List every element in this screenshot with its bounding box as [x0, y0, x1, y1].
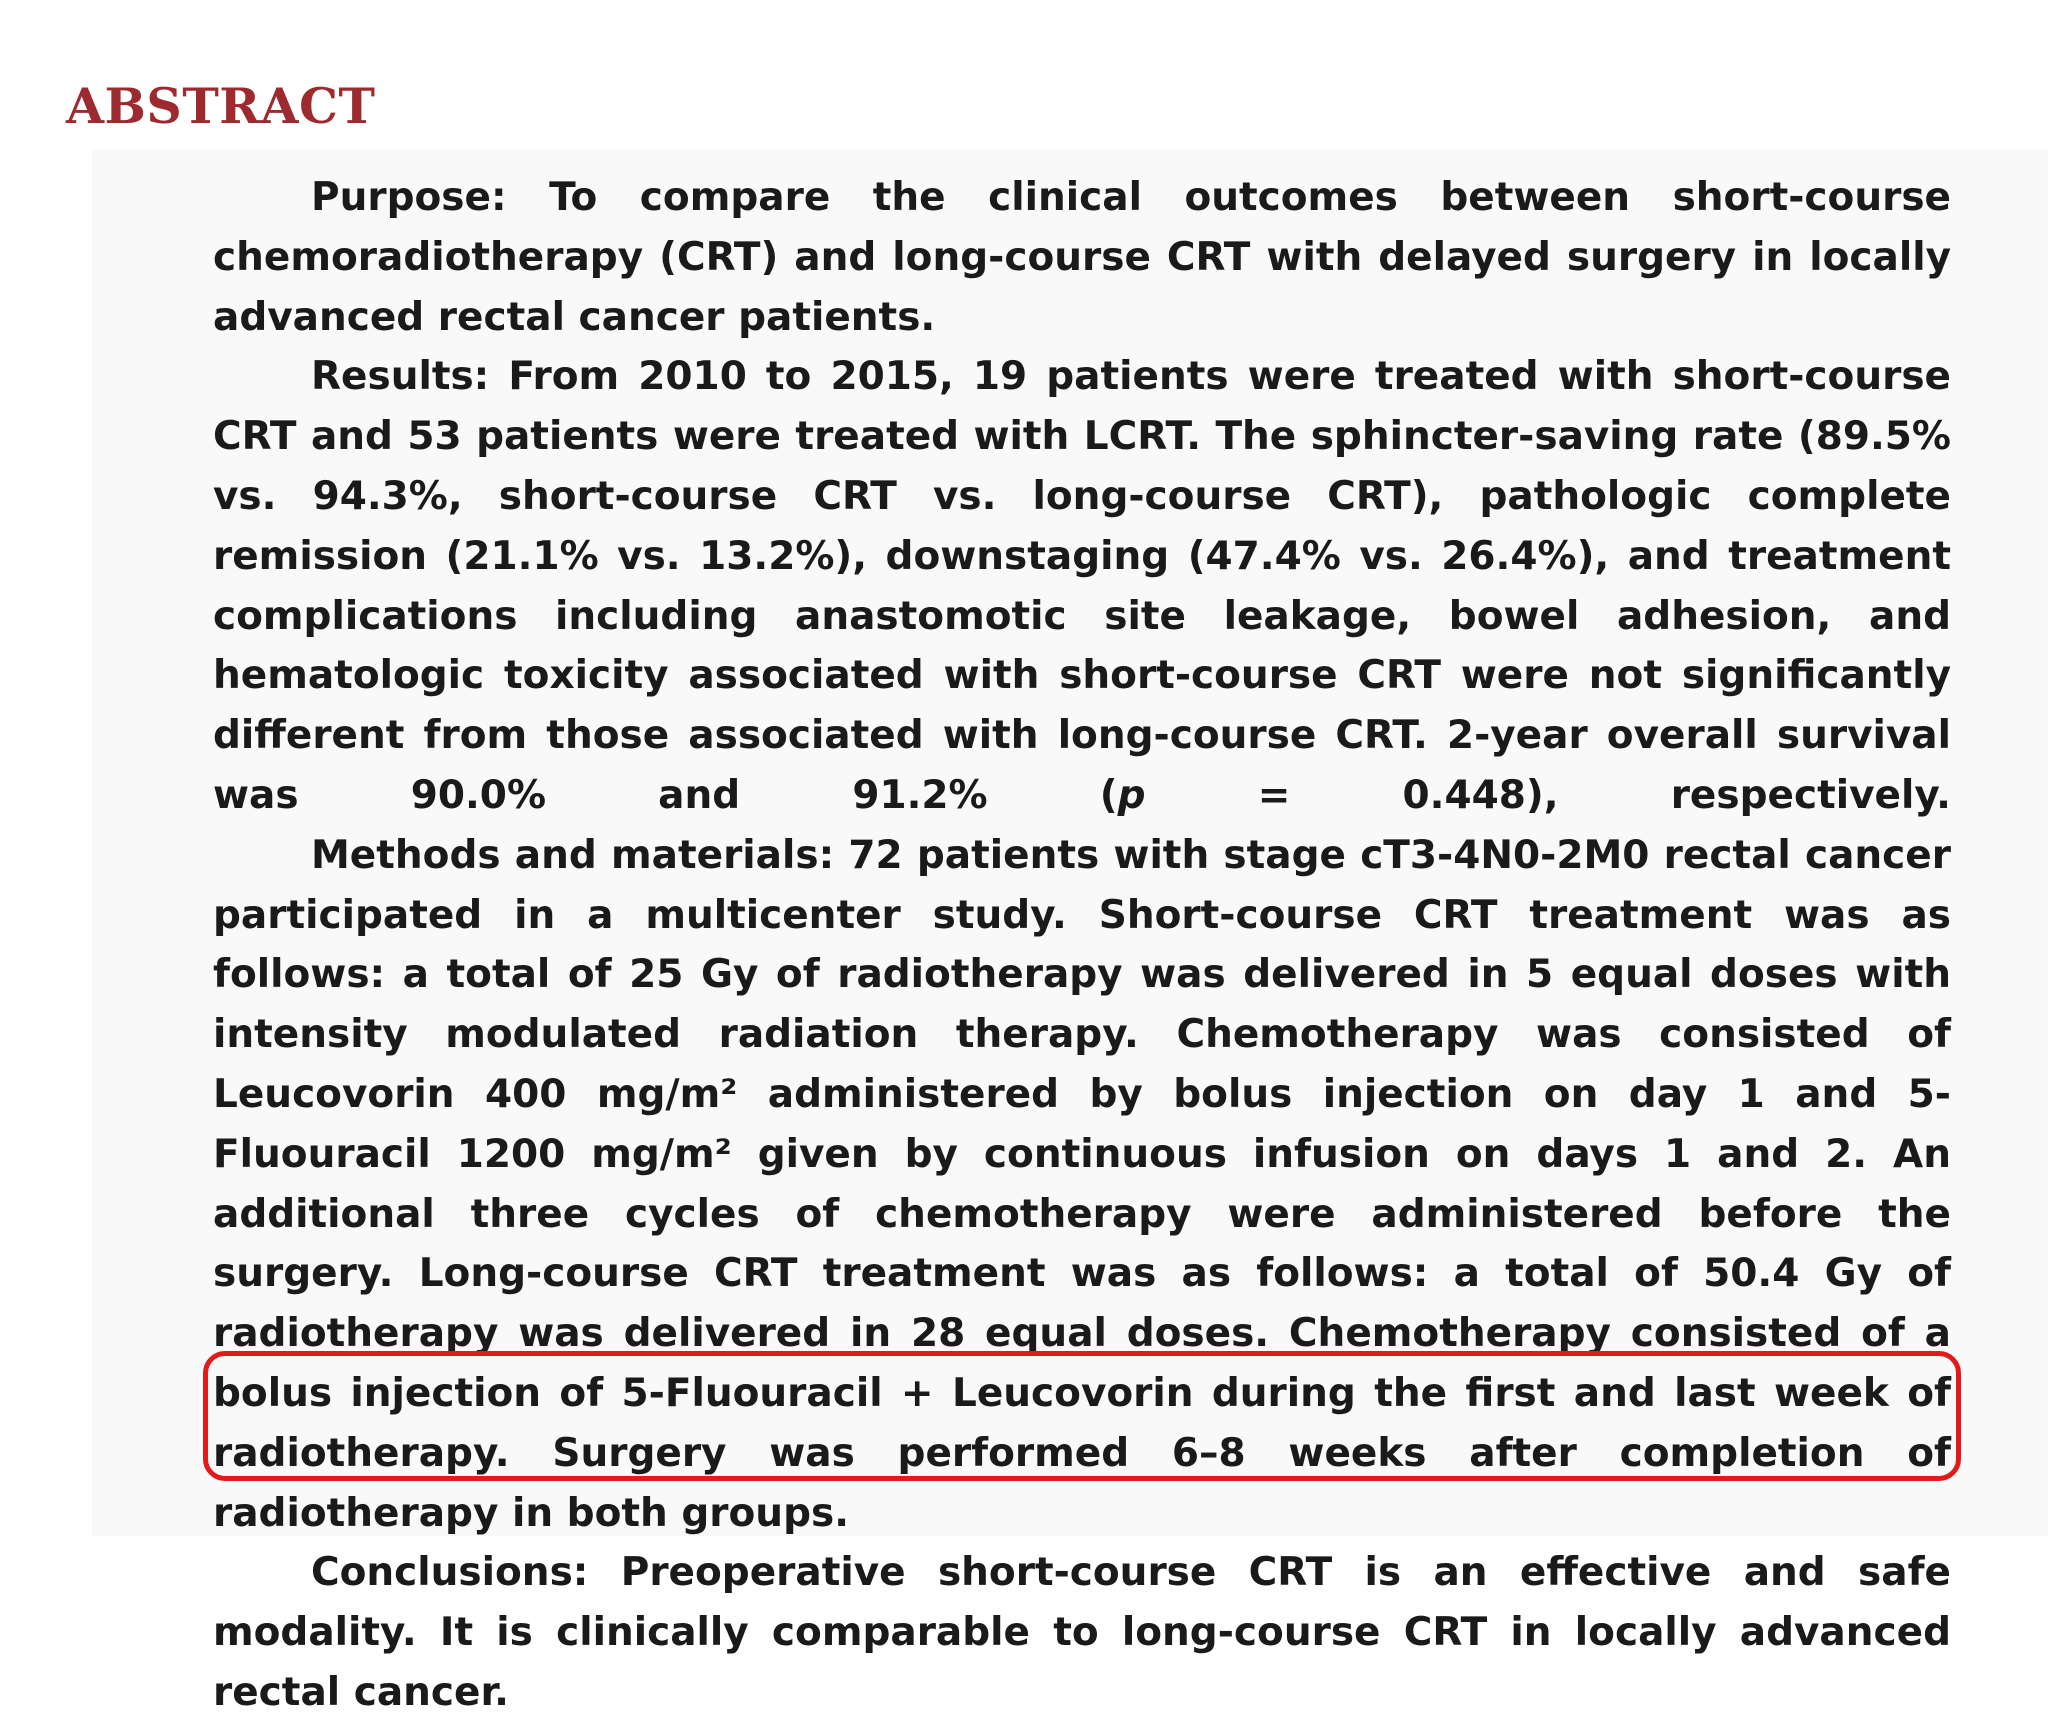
results-paragraph: [213, 347, 1951, 825]
conclusions-text: Preoperative short-course CRT is an effective and safe modality. It is clinically comparable to long-course CRT in locally advanced rectal cancer.: [213, 1550, 1951, 1715]
methods-text: 72 patients with stage cT3-4N0-2M0 rectal cancer participated in a multicenter study. Short-course CRT treatment was as follows: a total of 25 Gy of radiotherapy was delivered in 5 equal doses with intensity modulated radiation therapy. Chemotherapy was consisted of Leucovorin 400 mg/m² administered by bolus injection on day 1 and 5-Fluouracil 1200 mg/m² given by continuous infusion on days 1 and 2. An additional three cycles of chemotherapy were administered before the surgery. Long-course CRT treatment was as follows: a total of 50.4 Gy of radiotherapy was delivered in 28 equal doses. Chemotherapy consisted of a bolus injection of 5-Fluouracil + Leucovorin during the first and last week of radiotherapy. Surgery was performed 6–8 weeks after completion of radiotherapy in both groups.: [213, 832, 1951, 1536]
conclusions-highlight-box: [203, 1351, 1961, 1481]
p-value-symbol: p: [1117, 772, 1146, 818]
methods-label: Methods and materials:: [311, 832, 835, 878]
purpose-label: Purpose:: [311, 175, 507, 220]
purpose-text: To compare the clinical outcomes between short-course chemoradiotherapy (CRT) and long-course CRT with delayed surgery in locally advanced rectal cancer patients.: [213, 175, 1951, 340]
abstract-body: [213, 168, 1951, 1723]
results-text-end: = 0.448), respectively.: [1145, 772, 1951, 818]
purpose-paragraph: [213, 168, 1951, 347]
conclusions-paragraph: [213, 1543, 1951, 1722]
conclusions-label: Conclusions:: [311, 1550, 589, 1596]
abstract-heading: ABSTRACT: [66, 77, 376, 135]
results-text: From 2010 to 2015, 19 patients were treated with short-course CRT and 53 patients were treated with LCRT. The sphincter-saving rate (89.5% vs. 94.3%, short-course CRT vs. long-course CRT), pathologic complete remission (21.1% vs. 13.2%), downstaging (47.4% vs. 26.4%), and treatment complications including anastomotic site leakage, bowel adhesion, and hematologic toxicity associated with short-course CRT were not significantly different from those associated with long-course CRT. 2-year overall survival was 90.0% and 91.2% (: [213, 354, 1951, 818]
results-label: Results:: [311, 354, 490, 400]
